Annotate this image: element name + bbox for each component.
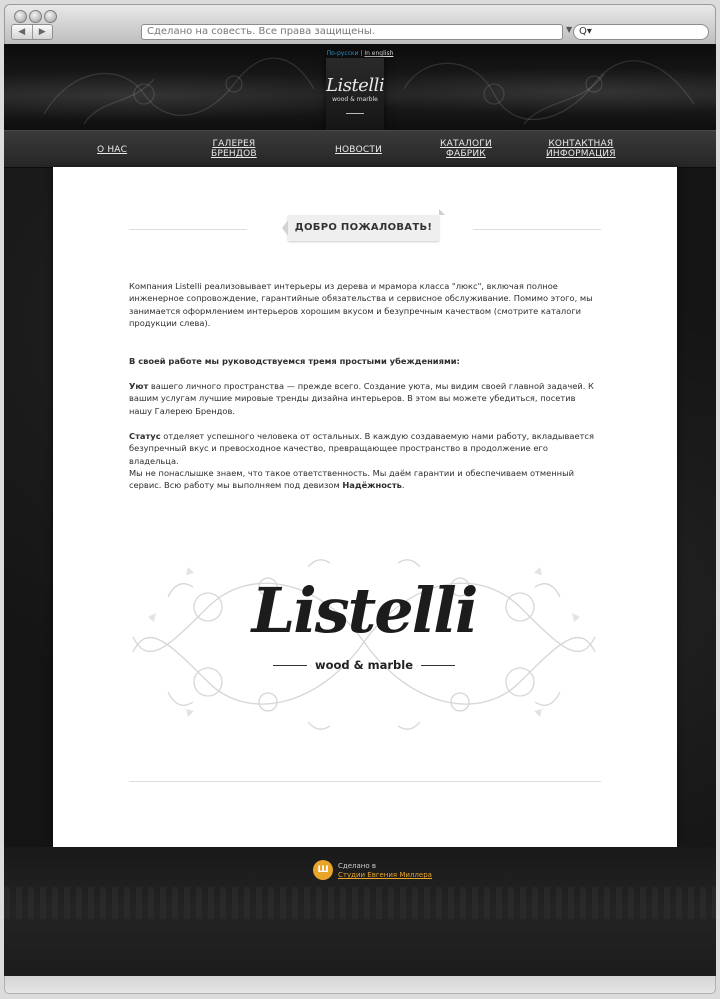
logo-divider	[346, 113, 364, 114]
comfort-keyword: Уют	[129, 381, 149, 391]
divider-right	[473, 229, 601, 230]
big-logo	[128, 547, 600, 737]
big-logo-wordmark: Listelli	[251, 574, 477, 647]
reliability-paragraph	[129, 467, 599, 492]
window-minimize-button[interactable]	[29, 10, 42, 23]
reliability-keyword: Надёжность	[342, 480, 402, 491]
window-zoom-button[interactable]	[44, 10, 57, 23]
browser-toolbar	[4, 4, 716, 44]
status-paragraph	[129, 430, 599, 467]
divider-bottom	[129, 781, 601, 782]
studio-logo-icon: Ш	[313, 860, 333, 880]
studio-link[interactable]: Студии Евгения Миллера	[338, 871, 432, 879]
reliability-end: .	[401, 480, 405, 491]
content-panel	[53, 167, 677, 847]
footer-pattern	[4, 887, 716, 919]
header-logo[interactable]	[326, 58, 384, 130]
history-buttons	[11, 24, 53, 40]
back-button[interactable]: ◀	[12, 25, 33, 39]
nav-brands-label-1: ГАЛЕРЕЯ	[212, 139, 256, 149]
window-close-button[interactable]	[14, 10, 27, 23]
address-bar[interactable]: Сделано на совесть. Все права защищены.	[141, 24, 563, 40]
nav-news[interactable]	[335, 145, 382, 155]
status-keyword: Статус	[129, 431, 161, 441]
lang-en-link[interactable]: In english	[364, 50, 394, 57]
lang-ru-link[interactable]: По-русски	[326, 50, 359, 57]
welcome-heading: ДОБРО ПОЖАЛОВАТЬ!	[294, 222, 433, 233]
logo-wordmark: Listelli	[326, 75, 385, 96]
nav-catalogs-label-1: КАТАЛОГИ	[440, 139, 492, 149]
intro-paragraph: Компания Listelli реализовывает интерьеры из дерева и мрамора класса "люкс", включая полное инженерное сопровождение, гарантийные обязательства и сервисное обслуживание. Помимо этого, мы занимается оформлением интерьеров хорошим вкусом и безупречным качеством (смотрите каталоги продукции слева).	[129, 281, 593, 329]
language-switcher	[4, 50, 716, 57]
status-text: отделяет успешного человека от остальных. В каждую создаваемую нами работу, вкладывается безупречный вкус и превосходное качество, превращающее пространство в продолжение его владельца.	[129, 431, 594, 466]
beliefs-heading-text: В своей работе мы руководствуемся тремя простыми убеждениями:	[129, 356, 460, 366]
search-input[interactable]	[573, 24, 709, 40]
nav-catalogs-label-2: ФАБРИК	[446, 149, 486, 159]
big-logo-tagline: wood & marble	[128, 658, 600, 672]
nav-brands-gallery[interactable]	[211, 139, 257, 159]
site-header	[4, 44, 716, 130]
reliability-text: Мы не понаслышке знаем, что такое ответственность. Мы даём гарантии и обеспечиваем отменный сервис. Всю работу мы выполняем под девизом	[129, 468, 575, 491]
forward-button[interactable]: ▶	[38, 27, 46, 37]
main-navigation	[4, 130, 716, 168]
nav-brands-label-2: БРЕНДОВ	[211, 149, 257, 159]
studio-made-in: Сделано в	[338, 862, 377, 870]
comfort-text: вашего личного пространства — прежде всего. Создание уюта, мы видим своей главной задачей. К вашим услугам лучшие мировые тренды дизайна интерьеров. В этом вы можете убедиться, посетив нашу Галерею Брендов.	[129, 381, 594, 416]
nav-catalogs[interactable]	[440, 139, 492, 159]
nav-contacts-label-2: ИНФОРМАЦИЯ	[546, 149, 616, 159]
nav-about[interactable]	[97, 145, 127, 155]
lang-separator: |	[360, 50, 363, 57]
beliefs-heading	[129, 355, 599, 367]
logo-tagline: wood & marble	[332, 96, 378, 103]
nav-contacts-label-1: КОНТАКТНАЯ	[548, 139, 614, 149]
nav-news-label: НОВОСТИ	[335, 145, 383, 155]
chevron-down-icon[interactable]: ▼	[566, 25, 573, 34]
welcome-ribbon	[288, 215, 439, 241]
nav-about-label: О НАС	[97, 145, 128, 155]
browser-status-bar	[4, 976, 716, 994]
comfort-paragraph	[129, 380, 599, 417]
search-icon: Q▾	[579, 26, 592, 37]
nav-contacts[interactable]	[546, 139, 616, 159]
website	[4, 44, 716, 976]
divider-left	[129, 229, 247, 230]
